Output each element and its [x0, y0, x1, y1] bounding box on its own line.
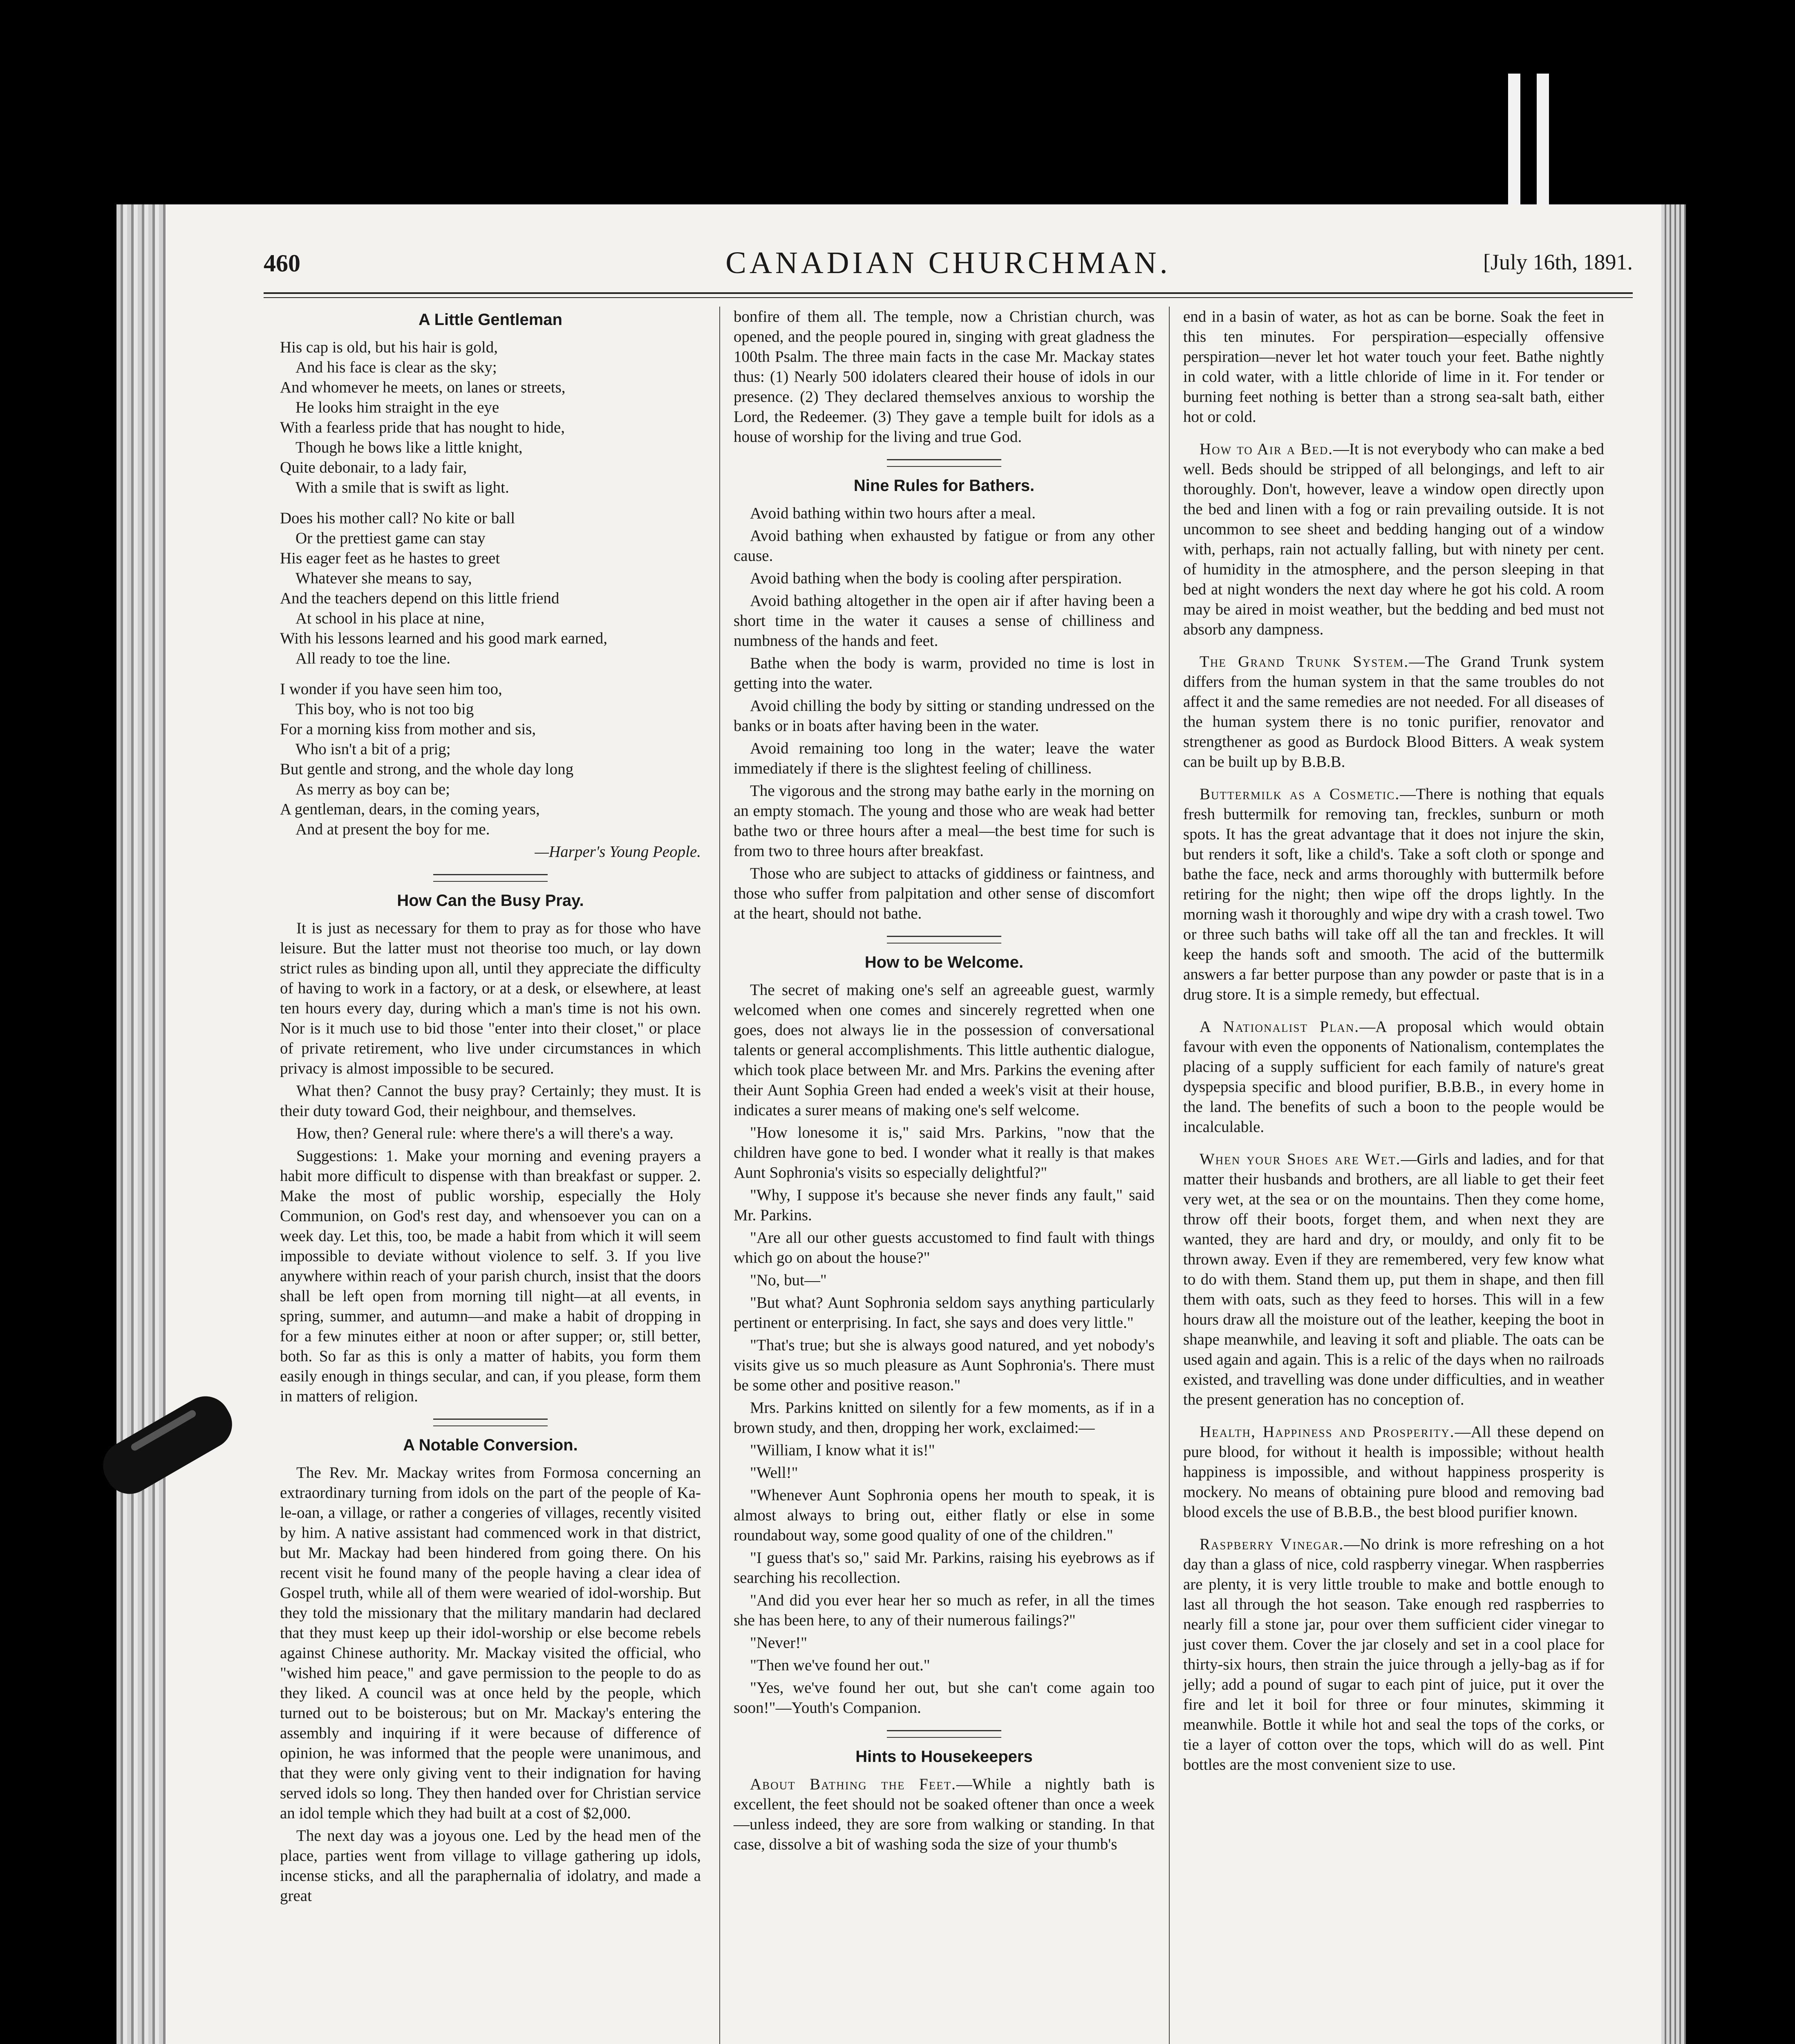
- poem-line: With his lessons learned and his good mark earned,: [280, 630, 607, 647]
- article-paragraph: "Then we've found her out.": [750, 1656, 930, 1674]
- article-paragraph: [1183, 1149, 1604, 1410]
- newspaper-page: [116, 204, 1686, 2044]
- section-divider: [887, 936, 1001, 937]
- poem-line: This boy, who is not too big: [295, 700, 474, 718]
- header-rule: [264, 292, 1633, 298]
- article-title: Hints to Housekeepers: [855, 1748, 1033, 1766]
- paragraph-text: —All these depend on pure blood, for without it health is impossible; without health happiness is impossible, and without happiness prosperity is mockery. No means of obtaining pure blood and removing bad blood excels the use of B.B.B., the best blood purifier known.: [1183, 1423, 1604, 1521]
- poem-line: And his face is clear as the sky;: [295, 359, 497, 376]
- poem-line: At school in his place at nine,: [295, 610, 485, 627]
- section-divider: [433, 1425, 548, 1426]
- article-paragraph: "That's true; but she is always good natured, and yet nobody's visits give us so much pleasure as Aunt Sophronia's. There must be some other and positive reason.": [734, 1336, 1155, 1394]
- run-in-heading: A Nationalist Plan.: [1200, 1018, 1360, 1035]
- article-paragraph: It is just as necessary for them to pray as for those who have leisure. But the latter must not theorise too much, or lay down strict rules as binding upon all, until they appreciate the difficulty of having to work in a factory, or at a desk, or elsewhere, at least ten hours every day, during which a man's time is not his own. Nor is it much use to bid those "enter into their closet," or place of private retirement, who live under circumstances in which privacy is almost impossible to be secured.: [280, 919, 701, 1077]
- section-divider: [433, 1419, 548, 1420]
- rule-item: The vigorous and the strong may bathe early in the morning on an empty stomach. The young and those who are weak had better bathe two or three hours after a meal—the best time for such is from two to three hours after breakfast.: [734, 782, 1155, 860]
- run-in-heading: Buttermilk as a Cosmetic.: [1200, 785, 1400, 803]
- book-gutter-edge: [1661, 204, 1686, 2044]
- paragraph-text: —A proposal which would obtain favour with even the opponents of Nationalism, contemplates the placing of a supply sufficient for each family of nature's great dyspepsia specific and blood purifier, B.B.B., in every home in the land. The benefits of such a boon to the people would be incalculable.: [1183, 1018, 1604, 1136]
- poem-line: He looks him straight in the eye: [295, 399, 499, 416]
- poem-line: Though he bows like a little knight,: [295, 439, 523, 456]
- section-divider: [887, 1730, 1001, 1731]
- page-header: [264, 246, 1633, 298]
- article-paragraph: How, then? General rule: where there's a will there's a way.: [296, 1125, 674, 1142]
- article-paragraph: [1183, 1422, 1604, 1522]
- article-paragraph: "William, I know what it is!": [750, 1441, 935, 1459]
- poem-line: Or the prettiest game can stay: [295, 529, 486, 547]
- article-paragraph: "Why, I suppose it's because she never finds any fault," said Mr. Parkins.: [734, 1186, 1155, 1224]
- paragraph-text: —There is nothing that equals fresh buttermilk for removing tan, freckles, sunburn or moth spots. It has the great advantage that it does not injure the skin, but renders it soft, like a child's. Take a soft cloth or sponge and bathe the face, neck and arms thoroughly with buttermilk before retiring for the night; then wipe off the drops lightly. In the morning wash it thoroughly and wipe dry with a crash towel. Two or three such baths will take off all the tan and freckles. It will keep the hands soft and smooth. The acid of the buttermilk answers a far better purpose than any powder or paste that is in a drug store. It is a simple remedy, but effectual.: [1183, 785, 1604, 1003]
- section-divider: [887, 459, 1001, 460]
- rule-item: Avoid bathing altogether in the open air if after having been a short time in the water it causes a sense of chilliness and numbness of the hands and feet.: [734, 592, 1155, 650]
- article-title: How Can the Busy Pray.: [397, 892, 584, 910]
- article-paragraph: Mrs. Parkins knitted on silently for a few moments, as if in a brown study, and then, dropping her work, exclaimed:—: [734, 1399, 1155, 1437]
- poem-line: For a morning kiss from mother and sis,: [280, 720, 536, 738]
- poem-line: I wonder if you have seen him too,: [280, 680, 502, 698]
- rule-item: Those who are subject to attacks of giddiness or faintness, and those who suffer from palpitation and other sense of discomfort at the heart, should not bathe.: [734, 865, 1155, 922]
- article-paragraph: bonfire of them all. The temple, now a Christian church, was opened, and the people poured in, singing with great gladness the 100th Psalm. The three main facts in the case Mr. Mackay states thus: (1) Nearly 500 idolaters cleared their house of idols in our presence. (2) They declared themselves anxious to worship the Lord, the Redeemer. (3) They gave a temple built for idols as a house of worship for the living and true God.: [734, 308, 1155, 446]
- run-in-heading: When your Shoes are Wet.: [1200, 1150, 1401, 1168]
- article-paragraph: "Yes, we've found her out, but she can't come again too soon!"—Youth's Companion.: [734, 1679, 1155, 1717]
- article-paragraph: What then? Cannot the busy pray? Certainly; they must. It is their duty toward God, their neighbour, and themselves.: [280, 1082, 701, 1120]
- poem-stanza: [280, 679, 701, 839]
- rule-item: Avoid chilling the body by sitting or standing undressed on the banks or in boats after having been in the water.: [734, 697, 1155, 735]
- article-paragraph: [1183, 1017, 1604, 1137]
- poem-stanza: [280, 337, 701, 498]
- poem-line: And the teachers depend on this little friend: [280, 589, 560, 607]
- paragraph-text: —No drink is more refreshing on a hot day than a glass of nice, cold raspberry vinegar. When raspberries are plenty, it is very little trouble to make and bottle enough to last all through the hot season. Take enough red raspberries to nearly fill a stone jar, pour over them sufficient cider vinegar to just cover them. Cover the jar closely and set in a cool place for thirty-six hours, then strain the juice through a jelly-bag as if for jelly; add a pound of sugar to each pint of juice, put it over the fire and let it boil for three or four minutes, skimming it meanwhile. Bottle it while hot and seal the tops of the corks, or tie a layer of cotton over the tops, which will do as well. Pint bottles are the most convenient size to use.: [1183, 1535, 1604, 1773]
- poem-line: Who isn't a bit of a prig;: [295, 740, 451, 758]
- paragraph-text: —Girls and ladies, and for that matter their husbands and brothers, are all liable to get their feet very wet, at the sea or on the mountains. Then they come home, throw off their boots, forget them, and when next they are wanted, they are hard and dry, or mouldy, and only fit to be thrown away. Even if they are remembered, very few know what to do with them. Stand them up, put them in shape, and then fill them with oats, such as they feed to horses. This will in a few hours draw all the moisture out of the leather, keeping the boot in shape meanwhile, and leaving it soft and pliable. The oats can be used again and again. This is a relic of the days when no railroads existed, and travelling was done under difficulties, and in weather the present generation has no conception of.: [1183, 1150, 1605, 1408]
- poem-line: Does his mother call? No kite or ball: [280, 509, 515, 527]
- article-paragraph: Suggestions: 1. Make your morning and evening prayers a habit more difficult to dispense with than breakfast or supper. 2. Make the most of public worship, especially the Holy Communion, on God's rest day, and whensoever you can on a week day. Let this, too, be made a habit from which it will seem impossible to deviate without violence to self. 3. If you live anywhere within reach of your parish church, insist that the doors shall be left open from morning till night—at all events, in spring, summer, and autumn—and make a habit of dropping in for a few minutes either at noon or after supper; or, still better, both. So far as this is only a matter of habits, you form them easily enough in things secular, and can, if you please, form them in matters of religion.: [280, 1147, 701, 1405]
- article-paragraph: "I guess that's so," said Mr. Parkins, raising his eyebrows as if searching his recollection.: [734, 1549, 1155, 1587]
- rule-item: Avoid bathing when exhausted by fatigue or from any other cause.: [734, 527, 1155, 565]
- article-paragraph: The Rev. Mr. Mackay writes from Formosa concerning an extraordinary turning from idols on the part of the people of Ka-le-oan, a village, or rather a congeries of villages, recently visited by him. A native assistant had commenced work in that district, but Mr. Mackay had been hindered from going there. On his recent visit he found many of the people having a clear idea of Gospel truth, while all of them were wearied of idol-worship. But they told the missionary that the military mandarin had declared that they must keep up their idol-worship or else become rebels against Chinese authority. Mr. Mackay visited the official, who "wished him peace," and gave permission to the people to do as they liked. A council was at once held by the people, which turned out to be boisterous; but on Mr. Mackay's entering the assembly and inquiring if it were because of difference of opinion, he was informed that the people were unanimous, and that they were only giving vent to their indignation for having served idols so long. They then handed over for Christian service an idol temple which they had built at a cost of $2,000.: [280, 1464, 701, 1822]
- poem-stanza: [280, 508, 701, 668]
- column-3: [1183, 307, 1604, 1777]
- article-paragraph: "No, but—": [750, 1271, 827, 1289]
- poem-line: With a smile that is swift as light.: [295, 479, 509, 496]
- poem-attribution: —Harper's Young People.: [535, 843, 701, 861]
- rule-item: Avoid bathing within two hours after a meal.: [750, 504, 1036, 522]
- column-rule: [719, 307, 720, 2044]
- poem-title: A Little Gentleman: [419, 311, 562, 329]
- poem-line: And at present the boy for me.: [295, 820, 490, 838]
- run-in-heading: How to Air a Bed.: [1200, 440, 1334, 458]
- article-paragraph: "But what? Aunt Sophronia seldom says anything particularly pertinent or enterprising. In fact, she says and does very little.": [734, 1294, 1155, 1331]
- poem-line: His cap is old, but his hair is gold,: [280, 338, 498, 356]
- article-paragraph: "Well!": [750, 1464, 798, 1481]
- run-in-heading: About Bathing the Feet.: [750, 1775, 956, 1793]
- article-paragraph: "Are all our other guests accustomed to find fault with things which go on about the house?": [734, 1229, 1155, 1266]
- article-paragraph: The secret of making one's self an agreeable guest, warmly welcomed when one comes and sincerely regretted when one goes, does not always lie in the possession of conversational talents or general accomplishments. This little authentic dialogue, which took place between Mr. and Mrs. Parkins the evening after their Aunt Sophia Green had ended a week's visit at their house, indicates a surer means of making one's self welcome.: [734, 981, 1155, 1119]
- paragraph-text: —While a nightly bath is excellent, the feet should not be soaked oftener than once a week—unless indeed, they are sore from walking or standing. In that case, dissolve a bit of washing soda the size of your thumb's: [734, 1775, 1155, 1853]
- run-in-heading: The Grand Trunk System.: [1200, 653, 1409, 670]
- masthead-title: CANADIAN CHURCHMAN.: [725, 246, 1171, 280]
- article-paragraph: [1183, 1534, 1604, 1775]
- article-paragraph: "How lonesome it is," said Mrs. Parkins, "now that the children have gone to bed. I wonder what it really is that makes Aunt Sophronia's visits so especially delightful?": [734, 1124, 1155, 1181]
- section-divider: [887, 943, 1001, 944]
- section-divider: [887, 466, 1001, 467]
- book-page-edges: [116, 204, 166, 2044]
- section-divider: [887, 1737, 1001, 1738]
- paragraph-text: —The Grand Trunk system differs from the human system in that the same troubles do not affect it and the same remedies are not needed. For all diseases of the human system there is no tonic purifier, renovator and strengthener as good as Burdock Blood Bitters. A weak system can be built up by B.B.B.: [1183, 653, 1604, 771]
- poem-line: His eager feet as he hastes to greet: [280, 549, 500, 567]
- article-paragraph: "Never!": [750, 1634, 808, 1652]
- section-divider: [433, 881, 548, 882]
- poem-line: As merry as boy can be;: [295, 780, 450, 798]
- article-title: Nine Rules for Bathers.: [853, 477, 1035, 495]
- rule-item: Bathe when the body is warm, provided no time is lost in getting into the water.: [734, 654, 1155, 692]
- article-paragraph: [1183, 439, 1604, 639]
- column-rule: [1169, 307, 1170, 2044]
- issue-date: [July 16th, 1891.: [1483, 250, 1633, 274]
- paragraph-text: —It is not everybody who can make a bed well. Beds should be stripped of all belongings, and left to air thoroughly. Don't, however, leave a window open directly upon the bed and linen with a fog or rain prevailing outside. It is not uncommon to see sheet and bedding hanging out of a window with, perhaps, rain not actually falling, but with ninety per cent. of humidity in the atmosphere, and the person sleeping in that bed at night wonders the next day where he got his cold. A room may be aired in moist weather, but the bedding and bed must not absorb any dampness.: [1183, 440, 1604, 638]
- article-paragraph: "Whenever Aunt Sophronia opens her mouth to speak, it is almost always to bring out, either flatly or else in some roundabout way, some good quality of one of the children.": [734, 1486, 1155, 1544]
- film-sprocket-top: [1537, 74, 1549, 221]
- run-in-heading: Raspberry Vinegar.: [1200, 1535, 1344, 1553]
- page-number: 460: [264, 250, 300, 277]
- article-paragraph: end in a basin of water, as hot as can be borne. Soak the feet in this ten minutes. For perspiration—especially offensive perspiration—never let hot water touch your feet. Bathe nightly in cold water, with a little chloride of lime in it. For tender or burning feet nothing is better than a strong sea-salt bath, either hot or cold.: [1183, 308, 1604, 426]
- poem-line: And whomever he meets, on lanes or streets,: [280, 379, 566, 396]
- article-title: How to be Welcome.: [864, 953, 1024, 971]
- rule-item: Avoid remaining too long in the water; leave the water immediately if there is the slightest feeling of chilliness.: [734, 740, 1155, 777]
- article-paragraph: The next day was a joyous one. Led by the head men of the place, parties went from village to village gathering up idols, incense sticks, and all the paraphernalia of idolatry, and made a great: [280, 1827, 701, 1905]
- poem-line: A gentleman, dears, in the coming years,: [280, 800, 540, 818]
- rule-item: Avoid bathing when the body is cooling after perspiration.: [750, 569, 1122, 587]
- poem-line: Whatever she means to say,: [295, 569, 472, 587]
- run-in-heading: Health, Happiness and Prosperity.: [1200, 1423, 1455, 1441]
- poem-line: All ready to toe the line.: [295, 650, 451, 667]
- article-title: A Notable Conversion.: [403, 1436, 578, 1454]
- film-sprocket-top: [1508, 74, 1520, 221]
- poem-line: Quite debonair, to a lady fair,: [280, 459, 467, 476]
- poem-line: With a fearless pride that has nought to hide,: [280, 419, 565, 436]
- section-divider: [433, 874, 548, 875]
- article-paragraph: [734, 1774, 1155, 1854]
- poem-line: But gentle and strong, and the whole day long: [280, 760, 574, 778]
- column-2: [734, 307, 1155, 1857]
- article-paragraph: "And did you ever hear her so much as refer, in all the times she has been here, to any of their numerous failings?": [734, 1591, 1155, 1629]
- article-paragraph: [1183, 652, 1604, 772]
- article-paragraph: [1183, 784, 1604, 1004]
- column-1: [280, 307, 701, 1908]
